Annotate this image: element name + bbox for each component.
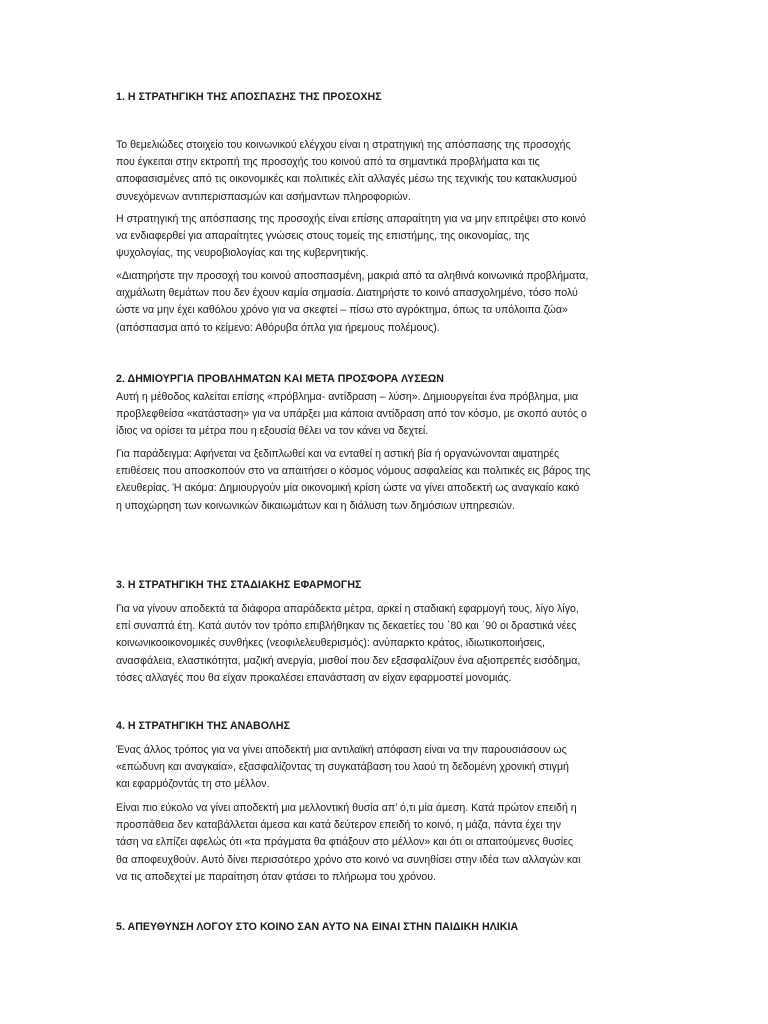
text-line: που έγκειται στην εκτροπή της προσοχής του κοινού από τα σημαντικά προβλήματα και τις [116, 156, 540, 169]
section-4-paragraph-1 [116, 742, 654, 794]
text-line: ανασφάλεια, ελαστικότητα, μαζική ανεργία, μισθοί που δεν εξασφαλίζουν ένα αξιοπρεπές εισόδημα, [116, 654, 581, 667]
text-line: Είναι πιο εύκολο να γίνει αποδεκτή μια μελλοντική θυσία απ’ ό,τι μία άμεση. Κατά πρώτον επειδή η [116, 802, 577, 814]
text-line: η υποχώρηση των κοινωνικών δικαιωμάτων και η διάλυση των δημόσιων υπηρεσιών. [116, 499, 515, 512]
section-3-heading: 3. Η ΣΤΡΑΤΗΓΙΚΗ ΤΗΣ ΣΤΑΔΙΑΚΗΣ ΕΦΑΡΜΟΓΗΣ [116, 579, 362, 591]
section-3-paragraph-1 [116, 601, 654, 687]
text-line: Για παράδειγμα: Αφήνεται να ξεδιπλωθεί και να ενταθεί η αστική βία ή οργανώνονται αιματηρές [116, 448, 560, 460]
section-2-paragraph-1 [116, 389, 654, 441]
text-line: να τις αποδεχτεί με παραίτηση όταν φτάσει το πλήρωμα του χρόνου. [116, 870, 436, 883]
text-line: αποφασισμένες από τις οικονομικές και πολιτικές ελίτ αλλαγές μέσω της τεχνικής του κατακλυσμού [116, 173, 577, 186]
section-4-heading: 4. Η ΣΤΡΑΤΗΓΙΚΗ ΤΗΣ ΑΝΑΒΟΛΗΣ [116, 720, 290, 732]
text-line: κοινωνικοοικονομικές συνθήκες (νεοφιλελευθερισμός): ανύπαρκτο κράτος, ιδιωτικοποιήσεις, [116, 637, 545, 650]
text-line: θα αποφευχθούν. Αυτό δίνει περισσότερο χρόνο στο κοινό να συνηθίσει στην ιδέα των αλλαγών και [116, 853, 581, 866]
text-line: τάση να ελπίζει αφελώς ότι «τα πράγματα θα φτιάξουν στο μέλλον» και ότι οι απαιτούμενες θυσίες [116, 836, 573, 849]
text-line: Ένας άλλος τρόπος για να γίνει αποδεκτή μια αντιλαϊκή απόφαση είναι να την παρουσιάσουν ως [116, 744, 567, 756]
text-line: «Διατηρήστε την προσοχή του κοινού αποσπασμένη, μακριά από τα αληθινά κοινωνικά προβλήματα, [116, 270, 589, 282]
section-2-paragraph-2 [116, 446, 654, 515]
text-line: τόσες αλλαγές που θα είχαν προκαλέσει επανάσταση αν είχαν εφαρμοστεί μονομιάς. [116, 671, 512, 684]
section-4-paragraph-2 [116, 800, 654, 886]
text-line: (απόσπασμα από το κείμενο: Αθόρυβα όπλα για ήρεμους πολέμους). [116, 321, 440, 334]
text-line: προβλεφθείσα «κατάσταση» για να υπάρξει μια κάποια αντίδραση από τον κόσμο, με σκοπό αυτός ο [116, 408, 587, 421]
section-1-paragraph-3 [116, 268, 654, 337]
text-line: ώστε να μην έχει καθόλου χρόνο για να σκεφτεί – πίσω στο αγρόκτημα, όπως τα υπόλοιπα ζώα» [116, 304, 568, 317]
section-1-heading: 1. Η ΣΤΡΑΤΗΓΙΚΗ ΤΗΣ ΑΠΟΣΠΑΣΗΣ ΤΗΣ ΠΡΟΣΟΧΗΣ [116, 91, 382, 103]
text-line: και εφαρμόζοντάς τη στο μέλλον. [116, 778, 270, 791]
text-line: Η στρατηγική της απόσπασης της προσοχής είναι επίσης απαραίτητη για να μην επιτρέψει στο κοινό [116, 213, 586, 225]
section-1-paragraph-1 [116, 137, 654, 206]
text-line: ίδιος να ορίσει τα μέτρα που η εξουσία θέλει να τον κάνει να δεχτεί. [116, 425, 429, 438]
text-line: ελευθερίας. Ή ακόμα: Δημιουργούν μία οικονομική κρίση ώστε να γίνει αποδεκτή ως αναγκαίο κακό [116, 482, 580, 495]
section-2-heading: 2. ΔΗΜΙΟΥΡΓΙΑ ΠΡΟΒΛΗΜΑΤΩΝ ΚΑΙ ΜΕΤΑ ΠΡΟΣΦΟΡΑ ΛΥΣΕΩΝ [116, 373, 445, 385]
text-line: συνεχόμενων αντιπερισπασμών και ασήμαντων πληροφοριών. [116, 190, 411, 203]
section-5-heading: 5. ΑΠΕΥΘΥΝΣΗ ΛΟΓΟΥ ΣΤΟ ΚΟΙΝΟ ΣΑΝ ΑΥΤΟ ΝΑ ΕΙΝΑΙ ΣΤΗΝ ΠΑΙΔΙΚΗ ΗΛΙΚΙΑ [116, 921, 519, 933]
text-line: προσπάθεια δεν καταβάλλεται άμεσα και κατά δεύτερον επειδή το κοινό, η μάζα, πάντα έχει την [116, 819, 561, 832]
text-line: Το θεμελιώδες στοιχείο του κοινωνικού ελέγχου είναι η στρατηγική της απόσπασης της προσοχής [116, 139, 571, 151]
text-line: «επώδυνη και αναγκαία», εξασφαλίζοντας τη συγκατάβαση του λαού τη δεδομένη χρονική στιγμή [116, 761, 569, 774]
text-line: να ενδιαφερθεί για απαραίτητες γνώσεις στους τομείς της επιστήμης, της οικονομίας, της [116, 230, 530, 243]
text-line: επιθέσεις που αποσκοπούν στο να απαιτήσει ο κόσμος νόμους ασφαλείας και πολιτικές εις βάρος της [116, 465, 591, 478]
text-line: Για να γίνουν αποδεκτά τα διάφορα απαράδεκτα μέτρα, αρκεί η σταδιακή εφαρμογή τους, λίγο λίγο, [116, 603, 579, 615]
text-line: αιχμάλωτη θεμάτων που δεν έχουν καμία σημασία. Διατηρήστε το κοινό απασχολημένο, τόσο πολύ [116, 287, 578, 300]
text-line: επί συναπτά έτη. Κατά αυτόν τον τρόπο επιβλήθηκαν τις δεκαετίες του ΄80 και ΄90 οι δραστικά νέες [116, 620, 577, 633]
text-line: Αυτή η μέθοδος καλείται επίσης «πρόβλημα- αντίδραση – λύση». Δημιουργείται ένα πρόβλημα, μια [116, 391, 579, 403]
section-1-paragraph-2 [116, 211, 654, 263]
text-line: ψυχολογίας, της νευροβιολογίας και της κυβερνητικής. [116, 247, 369, 260]
